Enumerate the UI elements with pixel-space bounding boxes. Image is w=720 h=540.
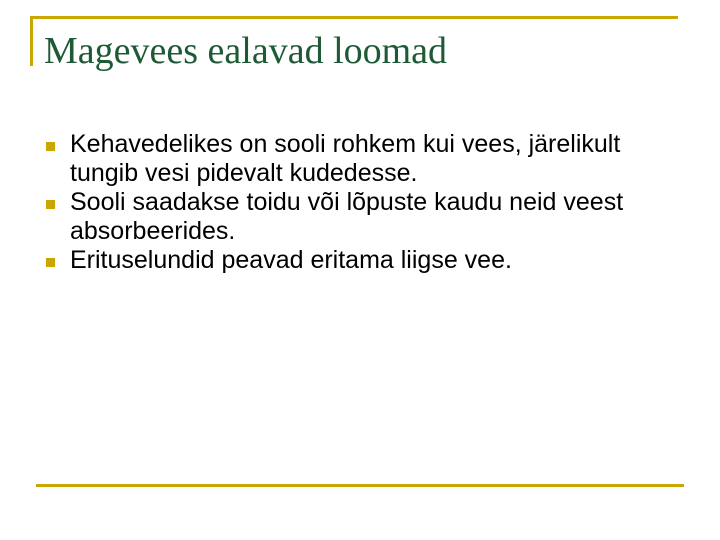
square-bullet-icon (46, 200, 55, 209)
square-bullet-icon (46, 142, 55, 151)
top-rule (30, 16, 678, 19)
bullet-item (44, 246, 684, 275)
bottom-rule (36, 484, 684, 487)
bullet-list (44, 130, 684, 275)
bullet-text: Erituselundid peavad eritama liigse vee. (70, 246, 512, 274)
bullet-item (44, 130, 684, 188)
bullet-text: Sooli saadakse toidu või lõpuste kaudu neid veest absorbeerides. (70, 188, 624, 245)
slide-title: Magevees ealavad loomad (44, 30, 448, 72)
bullet-text: Kehavedelikes on sooli rohkem kui vees, järelikult tungib vesi pidevalt kudedesse. (70, 130, 621, 187)
square-bullet-icon (46, 258, 55, 267)
bullet-item (44, 188, 684, 246)
left-rule (30, 16, 33, 66)
